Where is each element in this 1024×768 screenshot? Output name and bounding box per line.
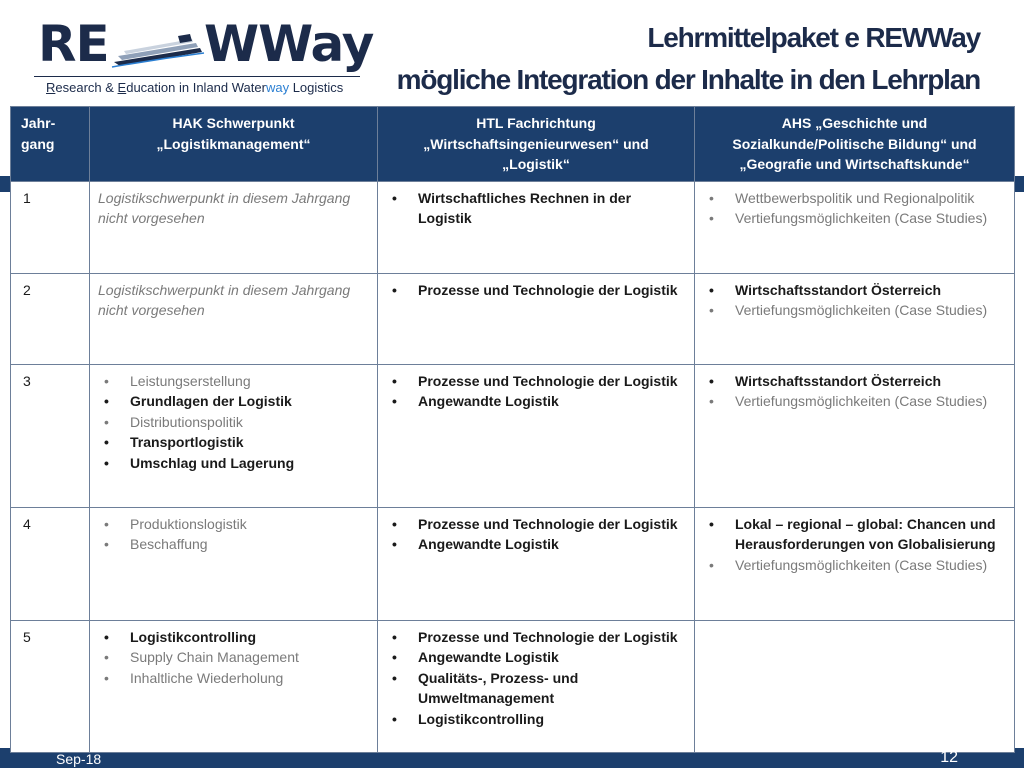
list-item: • Vertiefungsmöglichkeiten (Case Studies) xyxy=(703,391,1006,412)
ship-icon xyxy=(110,32,206,70)
logo-text-wway: WWay xyxy=(204,15,374,73)
list-item: • Prozesse und Technologie der Logistik xyxy=(386,280,686,301)
hak-note: Logistikschwerpunkt in diesem Jahrgang nicht vorgesehen xyxy=(98,281,351,318)
table-row xyxy=(11,273,1015,364)
year-cell: 5 xyxy=(11,620,90,752)
hak-cell xyxy=(90,507,378,620)
list-item: • Qualitäts-, Prozess- und Umweltmanagement xyxy=(386,668,686,709)
year-cell: 3 xyxy=(11,364,90,507)
hak-cell xyxy=(90,181,378,273)
list-item: • Lokal – regional – global: Chancen und Herausforderungen von Globalisierung xyxy=(703,514,1006,555)
list-item: • Vertiefungsmöglichkeiten (Case Studies) xyxy=(703,300,1006,321)
table-header-row xyxy=(11,107,1015,182)
table-row xyxy=(11,620,1015,752)
slide-subtitle: mögliche Integration der Inhalte in den Lehrplan xyxy=(396,64,980,95)
list-item: • Wettbewerbspolitik und Regionalpolitik xyxy=(703,188,1006,209)
list-item: • Supply Chain Management xyxy=(98,647,369,668)
list-item: • Inhaltliche Wiederholung xyxy=(98,668,369,689)
list-item: • Prozesse und Technologie der Logistik xyxy=(386,627,686,648)
list-item: • Produktionslogistik xyxy=(98,514,369,535)
list-item: • Leistungserstellung xyxy=(98,371,369,392)
list-item: • Vertiefungsmöglichkeiten (Case Studies) xyxy=(703,555,1006,576)
list-item: • Wirtschaftliches Rechnen in der Logistik xyxy=(386,188,686,229)
list-item: • Distributionspolitik xyxy=(98,412,369,433)
footer-date: Sep-18 xyxy=(56,751,102,767)
table-row xyxy=(11,181,1015,273)
list-item: • Angewandte Logistik xyxy=(386,534,686,555)
header-jahrgang: Jahr- gang xyxy=(11,107,90,182)
htl-cell xyxy=(378,181,695,273)
header-ahs: AHS „Geschichte und Sozialkunde/Politische Bildung“ und „Geografie und Wirtschaftskunde“ xyxy=(695,107,1015,182)
hak-cell xyxy=(90,364,378,507)
htl-cell xyxy=(378,620,695,752)
rewway-logo xyxy=(34,10,374,100)
list-item: • Transportlogistik xyxy=(98,432,369,453)
htl-cell xyxy=(378,273,695,364)
page-number: 12 xyxy=(940,749,958,766)
list-item: • Logistikcontrolling xyxy=(98,627,369,648)
ahs-cell xyxy=(695,273,1015,364)
year-cell: 1 xyxy=(11,181,90,273)
year-cell: 2 xyxy=(11,273,90,364)
list-item: • Vertiefungsmöglichkeiten (Case Studies) xyxy=(703,208,1006,229)
year-cell: 4 xyxy=(11,507,90,620)
table-row xyxy=(11,507,1015,620)
ahs-cell xyxy=(695,364,1015,507)
header-hak: HAK Schwerpunkt „Logistikmanagement“ xyxy=(90,107,378,182)
list-item: • Wirtschaftsstandort Österreich xyxy=(703,280,1006,301)
list-item: • Prozesse und Technologie der Logistik xyxy=(386,371,686,392)
table-row xyxy=(11,364,1015,507)
curriculum-table xyxy=(10,106,1015,753)
ahs-cell xyxy=(695,181,1015,273)
list-item: • Logistikcontrolling xyxy=(386,709,686,730)
list-item: • Umschlag und Lagerung xyxy=(98,453,369,474)
ahs-cell xyxy=(695,620,1015,752)
list-item: • Angewandte Logistik xyxy=(386,391,686,412)
header-htl: HTL Fachrichtung „Wirtschaftsingenieurwesen“ und „Logistik“ xyxy=(378,107,695,182)
list-item: • Grundlagen der Logistik xyxy=(98,391,369,412)
slide-title: Lehrmittelpaket e REWWay xyxy=(647,22,980,53)
htl-cell xyxy=(378,507,695,620)
hak-cell xyxy=(90,273,378,364)
list-item: • Beschaffung xyxy=(98,534,369,555)
list-item: • Angewandte Logistik xyxy=(386,647,686,668)
logo-divider xyxy=(34,76,360,77)
logo-text-re: RE xyxy=(38,15,109,73)
hak-note: Logistikschwerpunkt in diesem Jahrgang nicht vorgesehen xyxy=(98,189,351,226)
hak-cell xyxy=(90,620,378,752)
list-item: • Prozesse und Technologie der Logistik xyxy=(386,514,686,535)
list-item: • Wirtschaftsstandort Österreich xyxy=(703,371,1006,392)
ahs-cell xyxy=(695,507,1015,620)
logo-tagline: Research & Education in Inland Waterway Logistics xyxy=(46,80,344,95)
htl-cell xyxy=(378,364,695,507)
